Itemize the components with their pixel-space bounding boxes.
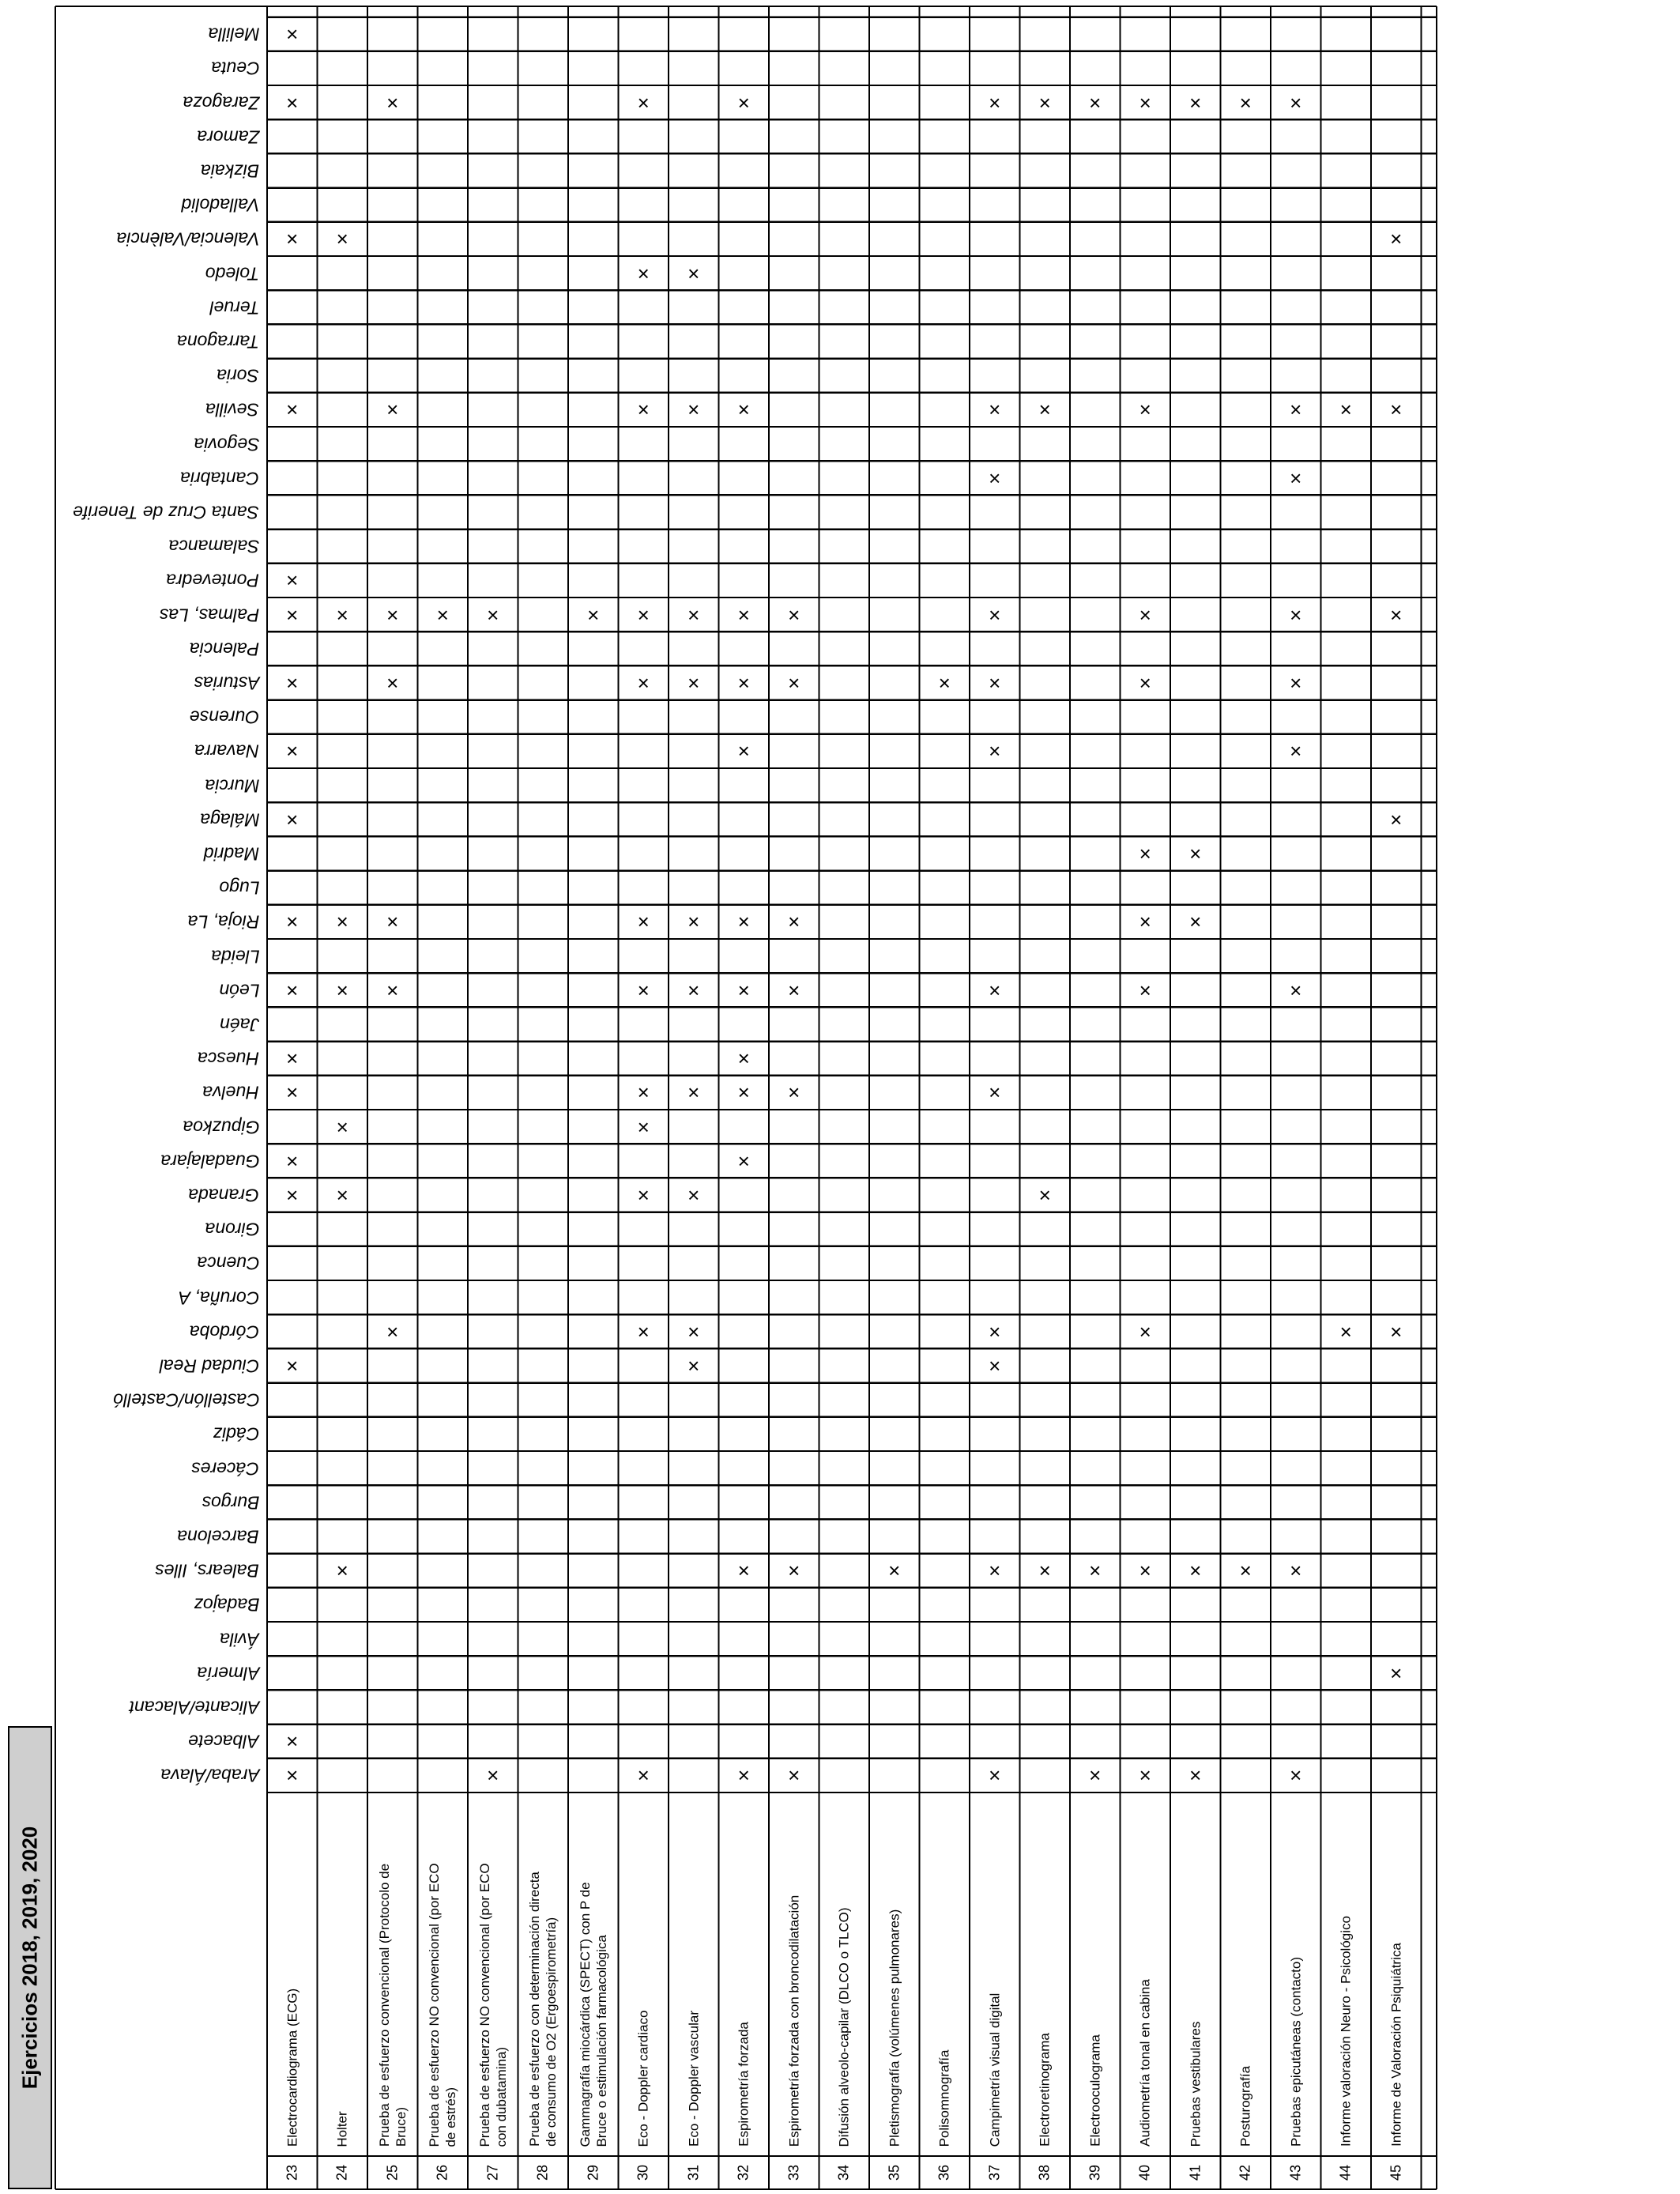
cell-mark: × <box>1139 842 1151 865</box>
row-number: 24 <box>333 2164 350 2181</box>
row-label-line: Pruebas epicutáneas (contacto) <box>1288 1956 1304 2147</box>
cell-mark: × <box>637 261 650 285</box>
province-header: Coruña, A <box>178 1287 259 1309</box>
cell-mark: × <box>687 261 700 285</box>
province-header: Soria <box>217 365 259 386</box>
row-label <box>936 2049 953 2147</box>
cell-mark: × <box>687 1080 700 1105</box>
cell-mark: × <box>1390 227 1403 251</box>
row-label-line: Audiometría tonal en cabina <box>1137 1979 1153 2147</box>
cell-mark: × <box>637 602 650 627</box>
province-header: Valladolid <box>181 194 259 216</box>
row-label <box>1287 1957 1304 2147</box>
row-label <box>1338 1916 1354 2147</box>
cell-mark: × <box>1189 1763 1202 1788</box>
row-label-line: Bruce o estimulación farmacológica <box>593 1934 609 2147</box>
row-number: 43 <box>1287 2164 1304 2181</box>
row-number: 40 <box>1136 2164 1153 2181</box>
cell-mark: × <box>1390 807 1403 831</box>
cell-mark: × <box>1038 398 1051 422</box>
row-label <box>836 1907 853 2147</box>
cell-mark: × <box>687 978 700 1002</box>
cell-mark: × <box>1290 1763 1302 1788</box>
province-header: Jaén <box>220 1014 259 1035</box>
row-label <box>526 1872 559 2147</box>
province-header: Madrid <box>203 843 260 865</box>
row-label <box>886 1909 902 2147</box>
cell-mark: × <box>1290 671 1302 695</box>
cell-mark: × <box>788 671 800 695</box>
row-number: 30 <box>635 2164 651 2181</box>
row-label <box>1237 2066 1254 2147</box>
row-number: 23 <box>284 2164 300 2181</box>
cell-mark: × <box>989 1354 1001 1378</box>
province-header: Ceuta <box>210 58 260 79</box>
province-header: Valencia/València <box>115 228 260 250</box>
row-number: 38 <box>1036 2164 1053 2181</box>
cell-mark: × <box>737 398 750 422</box>
cell-mark: × <box>386 671 399 695</box>
cell-mark: × <box>1139 90 1151 115</box>
row-label <box>736 2022 752 2147</box>
cell-mark: × <box>1239 90 1252 115</box>
cell-mark: × <box>436 602 449 627</box>
province-header: Castellón/Castelló <box>112 1389 260 1411</box>
cell-mark: × <box>286 1354 299 1378</box>
row-number: 42 <box>1237 2164 1253 2181</box>
row-label-line: con dubatamina) <box>493 2046 509 2147</box>
cell-mark: × <box>687 1319 700 1344</box>
page-title: Ejercicios 2018, 2019, 2020 <box>17 1826 42 2090</box>
cell-mark: × <box>336 1114 348 1139</box>
row-label-line: Difusión alveolo-capilar (DLCO o TLCO) <box>836 1907 852 2147</box>
cell-mark: × <box>1290 90 1302 115</box>
row-label-line: de consumo de O2 (Ergoespirometría) <box>544 1917 559 2147</box>
row-label <box>477 1863 510 2147</box>
province-header: Huelva <box>202 1082 259 1103</box>
cell-mark: × <box>286 90 299 115</box>
cell-mark: × <box>286 1729 299 1754</box>
province-header: Rioja, La <box>187 911 259 933</box>
cell-mark: × <box>687 1354 700 1378</box>
cell-mark: × <box>637 1319 650 1344</box>
cell-mark: × <box>989 466 1001 490</box>
cell-mark: × <box>1290 398 1302 422</box>
cell-mark: × <box>1139 910 1151 934</box>
cell-mark: × <box>336 910 348 934</box>
cell-mark: × <box>1390 1319 1403 1344</box>
cell-mark: × <box>587 602 600 627</box>
cell-mark: × <box>989 602 1001 627</box>
cell-mark: × <box>737 1080 750 1105</box>
row-label <box>685 2011 702 2147</box>
province-header: Teruel <box>209 297 260 319</box>
row-label <box>785 1895 802 2147</box>
cell-mark: × <box>336 1183 348 1207</box>
cell-mark: × <box>637 910 650 934</box>
province-header: Huesca <box>198 1048 259 1069</box>
cell-mark: × <box>286 22 299 47</box>
row-label <box>284 1989 300 2147</box>
cell-mark: × <box>737 1148 750 1173</box>
cell-mark: × <box>737 978 750 1002</box>
cell-mark: × <box>788 1080 800 1105</box>
cell-mark: × <box>687 602 700 627</box>
cell-mark: × <box>1290 978 1302 1002</box>
row-label <box>1087 2034 1103 2147</box>
cell-mark: × <box>737 90 750 115</box>
province-header: Girona <box>204 1219 260 1240</box>
cell-mark: × <box>286 807 299 831</box>
cell-mark: × <box>336 602 348 627</box>
cell-mark: × <box>286 227 299 251</box>
row-number: 41 <box>1187 2164 1203 2181</box>
province-header: Asturias <box>193 673 260 694</box>
cell-mark: × <box>286 910 299 934</box>
cell-mark: × <box>788 602 800 627</box>
cell-mark: × <box>1339 1319 1352 1344</box>
cell-mark: × <box>1290 466 1302 490</box>
cell-mark: × <box>637 1080 650 1105</box>
row-label <box>376 1864 409 2147</box>
row-label-line: Espirometría forzada con broncodilatación <box>786 1894 802 2147</box>
cell-mark: × <box>938 671 951 695</box>
cell-mark: × <box>1239 1559 1252 1583</box>
cell-mark: × <box>1139 671 1151 695</box>
cell-mark: × <box>286 398 299 422</box>
row-label-line: Informe de Valoración Psiquiátrica <box>1388 1943 1404 2147</box>
cell-mark: × <box>637 1114 650 1139</box>
province-header: Córdoba <box>189 1321 260 1343</box>
cell-mark: × <box>687 398 700 422</box>
row-label-line: Espirometría forzada <box>736 2022 751 2147</box>
row-label-line: Campimetría visual digital <box>987 1992 1003 2147</box>
row-number: 45 <box>1388 2164 1404 2181</box>
row-label-line: Posturografía <box>1237 2065 1253 2147</box>
cell-mark: × <box>737 1763 750 1788</box>
province-header: Zaragoza <box>182 92 260 114</box>
province-header: Málaga <box>199 809 260 831</box>
cell-mark: × <box>1189 842 1202 865</box>
row-label-line: Prueba de esfuerzo convencional (Protocolo de <box>376 1863 392 2147</box>
cell-mark: × <box>286 1183 299 1207</box>
cell-mark: × <box>386 910 399 934</box>
row-label-line: Prueba de esfuerzo NO convencional (por ECO <box>427 1862 443 2147</box>
cell-mark: × <box>1189 910 1202 934</box>
cell-mark: × <box>737 1559 750 1583</box>
province-header: Cuenca <box>196 1253 260 1274</box>
cell-mark: × <box>286 978 299 1002</box>
province-header: Murcia <box>204 775 260 797</box>
row-number: 29 <box>585 2164 601 2181</box>
cell-mark: × <box>989 1080 1001 1105</box>
cell-mark: × <box>336 1559 348 1583</box>
row-number: 27 <box>484 2164 501 2181</box>
cell-mark: × <box>1139 1559 1151 1583</box>
cell-mark: × <box>286 671 299 695</box>
province-header: Zamora <box>196 126 260 148</box>
cell-mark: × <box>1290 739 1302 763</box>
row-label-line: Prueba de esfuerzo con determinación directa <box>527 1872 543 2147</box>
cell-mark: × <box>737 1046 750 1071</box>
row-label-line: Bruce) <box>393 2107 409 2147</box>
province-header: Alicante/Alacant <box>129 1697 259 1718</box>
province-header: Ourense <box>189 707 260 728</box>
cell-mark: × <box>1139 1319 1151 1344</box>
cell-mark: × <box>286 1080 299 1105</box>
row-label <box>1388 1943 1404 2147</box>
cell-mark: × <box>487 602 499 627</box>
cell-mark: × <box>1038 90 1051 115</box>
cell-mark: × <box>687 910 700 934</box>
row-number: 32 <box>735 2164 751 2181</box>
row-number: 36 <box>936 2164 952 2181</box>
cell-mark: × <box>687 1183 700 1207</box>
province-header: Toledo <box>205 263 260 285</box>
cell-mark: × <box>1139 978 1151 1002</box>
row-number: 44 <box>1337 2164 1354 2181</box>
row-number: 25 <box>384 2164 401 2181</box>
row-label-line: Gammagrafía miocárdica (SPECT) con P de <box>577 1881 593 2147</box>
cell-mark: × <box>336 227 348 251</box>
cell-mark: × <box>487 1763 499 1788</box>
province-header: Lugo <box>218 877 260 899</box>
cell-mark: × <box>386 398 399 422</box>
row-label-line: Eco - Doppler vascular <box>686 2011 702 2147</box>
province-header: Balears, Illes <box>155 1560 259 1581</box>
row-number: 39 <box>1087 2164 1103 2181</box>
cell-mark: × <box>637 978 650 1002</box>
cell-mark: × <box>989 671 1001 695</box>
province-header: Almería <box>196 1663 260 1684</box>
cell-mark: × <box>286 739 299 763</box>
province-header: Sevilla <box>205 399 259 420</box>
province-header: Bizkaia <box>200 160 260 182</box>
cell-mark: × <box>1339 398 1352 422</box>
province-header: Palencia <box>189 639 260 660</box>
province-header: León <box>218 980 260 1001</box>
cell-mark: × <box>286 568 299 593</box>
row-label-line: Polisomnografía <box>936 2049 952 2147</box>
cell-mark: × <box>1089 90 1102 115</box>
row-label-line: Electrocardiograma (ECG) <box>284 1988 300 2147</box>
cell-mark: × <box>1139 398 1151 422</box>
row-number: 34 <box>835 2164 852 2181</box>
row-label <box>1187 2021 1203 2147</box>
cell-mark: × <box>989 739 1001 763</box>
cell-mark: × <box>1189 1559 1202 1583</box>
cell-mark: × <box>989 1559 1001 1583</box>
province-header: Barcelona <box>177 1526 259 1547</box>
cell-mark: × <box>1139 1763 1151 1788</box>
cell-mark: × <box>788 978 800 1002</box>
cell-mark: × <box>788 1559 800 1583</box>
cell-mark: × <box>737 671 750 695</box>
cell-mark: × <box>1089 1559 1102 1583</box>
province-header: Albacete <box>188 1731 259 1752</box>
row-number: 28 <box>534 2164 551 2181</box>
cell-mark: × <box>1390 398 1403 422</box>
row-label <box>635 2010 652 2147</box>
province-header: Palmas, Las <box>159 605 259 626</box>
province-header: Navarra <box>194 741 259 762</box>
cell-mark: × <box>1290 602 1302 627</box>
cell-mark: × <box>888 1559 901 1583</box>
province-header: Lleida <box>210 946 260 967</box>
province-header: Granada <box>188 1185 259 1206</box>
cell-mark: × <box>737 602 750 627</box>
row-number: 33 <box>785 2164 802 2181</box>
province-header: Tarragona <box>176 331 260 352</box>
cell-mark: × <box>286 1763 299 1788</box>
cell-mark: × <box>1390 602 1403 627</box>
row-label <box>1037 2033 1053 2147</box>
province-header: Ávila <box>220 1629 259 1650</box>
cell-mark: × <box>286 1046 299 1071</box>
cell-mark: × <box>1038 1559 1051 1583</box>
cell-mark: × <box>989 978 1001 1002</box>
row-label-line: Electroretinograma <box>1037 2033 1053 2147</box>
cell-mark: × <box>637 671 650 695</box>
cell-mark: × <box>286 602 299 627</box>
province-header: Burgos <box>202 1492 259 1514</box>
row-number: 35 <box>886 2164 902 2181</box>
cell-mark: × <box>637 1763 650 1788</box>
cell-mark: × <box>737 910 750 934</box>
cell-mark: × <box>1189 90 1202 115</box>
row-label <box>426 1863 459 2147</box>
cell-mark: × <box>1290 1559 1302 1583</box>
cell-mark: × <box>637 398 650 422</box>
cell-mark: × <box>386 602 399 627</box>
cell-mark: × <box>386 1319 399 1344</box>
cell-mark: × <box>989 1319 1001 1344</box>
province-header: Gipuzkoa <box>182 1117 260 1138</box>
row-label-line: Holter <box>334 2110 350 2147</box>
cell-mark: × <box>637 1183 650 1207</box>
cell-mark: × <box>386 978 399 1002</box>
province-header: Cádiz <box>213 1423 259 1445</box>
cell-mark: × <box>989 398 1001 422</box>
province-header: Badajoz <box>193 1594 260 1615</box>
cell-mark: × <box>1038 1183 1051 1207</box>
cell-mark: × <box>737 739 750 763</box>
cell-mark: × <box>286 1148 299 1173</box>
province-header: Santa Cruz de Tenerife <box>73 502 259 523</box>
row-label-line: Prueba de esfuerzo NO convencional (por ECO <box>477 1862 492 2147</box>
row-label <box>334 2111 351 2147</box>
province-header: Melilla <box>207 24 260 45</box>
province-header: Araba/Álava <box>160 1765 260 1786</box>
cell-mark: × <box>1089 1763 1102 1788</box>
cell-mark: × <box>1139 602 1151 627</box>
cell-mark: × <box>788 910 800 934</box>
cell-mark: × <box>1390 1661 1403 1685</box>
province-header: Guadalajara <box>160 1151 260 1172</box>
row-number: 26 <box>434 2164 450 2181</box>
cell-mark: × <box>989 1763 1001 1788</box>
province-header: Cáceres <box>191 1458 259 1480</box>
row-label-line: Pletismografía (volúmenes pulmonares) <box>887 1909 902 2147</box>
row-label-line: de estrés) <box>443 2087 459 2147</box>
row-number: 37 <box>986 2164 1003 2181</box>
province-header: Segovia <box>193 434 260 455</box>
row-label-line: Informe valoración Neuro - Psicológico <box>1338 1916 1354 2147</box>
row-label <box>986 1992 1003 2147</box>
province-header: Cantabria <box>180 468 259 489</box>
cell-mark: × <box>788 1763 800 1788</box>
row-label-line: Pruebas vestibulares <box>1188 2021 1203 2147</box>
cell-mark: × <box>336 978 348 1002</box>
cell-mark: × <box>386 90 399 115</box>
province-header: Ciudad Real <box>159 1355 259 1377</box>
row-number: 31 <box>685 2164 702 2181</box>
row-label-line: Eco - Doppler cardiaco <box>635 2010 651 2147</box>
row-label <box>577 1882 610 2147</box>
cell-mark: × <box>637 90 650 115</box>
province-header: Pontevedra <box>166 570 259 591</box>
row-label-line: Electrooculograma <box>1087 2034 1103 2147</box>
cell-mark: × <box>687 671 700 695</box>
cell-mark: × <box>989 90 1001 115</box>
province-header: Salamanca <box>168 536 260 557</box>
row-label <box>1137 1979 1154 2147</box>
